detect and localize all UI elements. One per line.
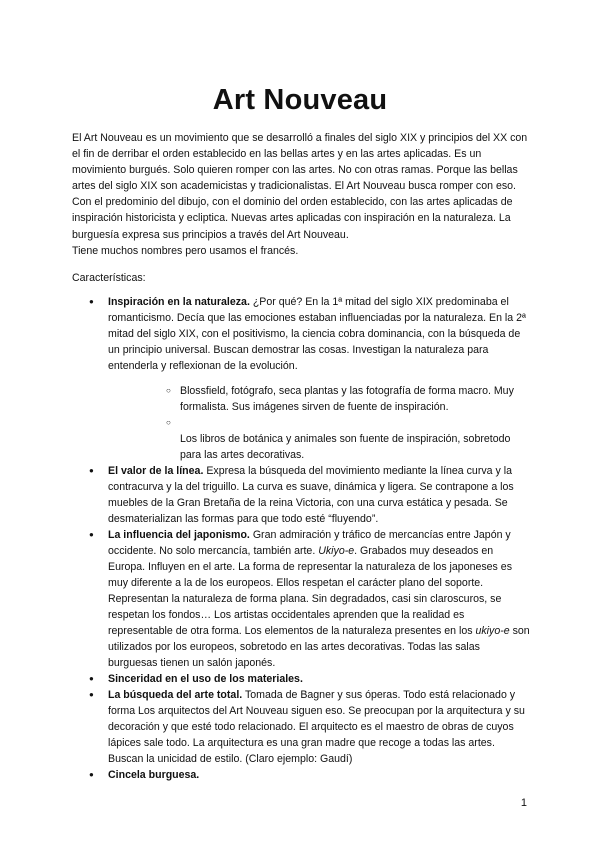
sub-list-item-empty (144, 415, 530, 431)
list-item (72, 527, 530, 671)
bullet-text: Expresa la búsqueda del movimiento mediante la línea curva y la contracurva y la del triguillo. La curva es suave, dinámica y ligera. Se contrapone a los muebles de la Gran Bretaña de la reina Victoria, con una curva estática y pesada. Se desmaterializan las formas para que todo esté “fluyendo”. (108, 465, 514, 525)
page-number: 1 (520, 797, 527, 809)
bullet-text: . Grabados muy deseados en Europa. Influyen en el arte. La forma de representar la naturaleza de los japoneses es muy diferente a la de los europeos. Ellos respetan el carácter plano del soporte. Representan la naturaleza de forma plana. Sin degradados, casi sin claroscuros, se respetan los fondos… Los artistas occidentales aprenden que la realidad es representable de otra forma. Los elementos de la naturaleza presentes en los (108, 545, 512, 637)
bullet-heading: Cincela burguesa. (108, 769, 200, 781)
list-item (72, 294, 530, 463)
characteristics-label: Características: (72, 272, 146, 284)
bullet-text: Gran admiración y tráfico de mercancías entre Japón y occidente. No solo mercancía, también arte. (108, 529, 511, 557)
bullet-heading: La influencia del japonismo. (108, 529, 250, 541)
sub-list-item: ○ Blossfield, fotógrafo, seca plantas y las fotografía de forma macro. Muy formalista. Sus imágenes sirven de fuente de inspiración. (144, 383, 530, 415)
list-item (72, 463, 530, 527)
list-item (72, 767, 530, 783)
page-title: Art Nouveau (212, 84, 388, 116)
bullet-text: ¿Por qué? En la 1ª mitad del siglo XIX predominaba el romanticismo. Decía que las emociones estaban influenciadas por la naturaleza. En la 2ª mitad del siglo XIX, con el positivismo, la ciencia cobra dominancia, con la búsqueda de un principio universal. Buscan demostrar las cosas. Investigan la naturaleza para entenderla y reflexionan de la evolución. (108, 296, 526, 372)
sub-list-continuation: Los libros de botánica y animales son fuente de inspiración, sobretodo para las artes decorativas. (180, 433, 511, 461)
bullet-heading: La búsqueda del arte total. (108, 689, 243, 701)
bullet-text: Tomada de Bagner y sus óperas. Todo está relacionado y forma Los arquitectos del Art Nouveau siguen eso. Se preocupan por la arquitectura y su decoración y que esté todo relacionado. El arquitecto es el maestro de obras de cuyos lápices sale todo. La arquitectura es una gran madre que recoge a todas las artes. Buscan la unicidad de estilo. (Claro ejemplo: Gaudí) (108, 689, 525, 765)
characteristics-list (72, 294, 530, 783)
list-item (72, 671, 530, 687)
bullet-heading: El valor de la línea. (108, 465, 204, 477)
bullet-heading: Inspiración en la naturaleza. (108, 296, 250, 308)
list-item (72, 687, 530, 767)
names-paragraph: Tiene muchos nombres pero usamos el francés. (72, 245, 299, 257)
sub-list (108, 383, 530, 431)
intro-paragraph: El Art Nouveau es un movimiento que se desarrolló a finales del siglo XIX y principios del XX con el fin de derribar el orden establecido en las bellas artes y en las artes aplicadas. Es un movimiento burgués. Solo quieren romper con las artes. No con otras ramas. Porque las bellas artes del siglo XIX son academicistas y tradicionalistas. El Art Nouveau busca romper con eso. Con el predominio del dibujo, con el dominio del orden establecido, con las artes aplicadas de inspiración historicista y ecliptica. Nuevas artes aplicadas con inspiración en la naturaleza. La burguesía expresa sus principios a través del Art Nouveau. (72, 132, 528, 241)
bullet-italic-term: ukiyo-e (475, 625, 510, 637)
bullet-text: son utilizados por los europeos, sobretodo en las artes decorativas. Todas las salas burguesas tienen un salón japonés. (108, 625, 530, 669)
bullet-heading: Sinceridad en el uso de los materiales. (108, 673, 303, 685)
bullet-italic-term: Ukiyo-e (318, 545, 355, 557)
